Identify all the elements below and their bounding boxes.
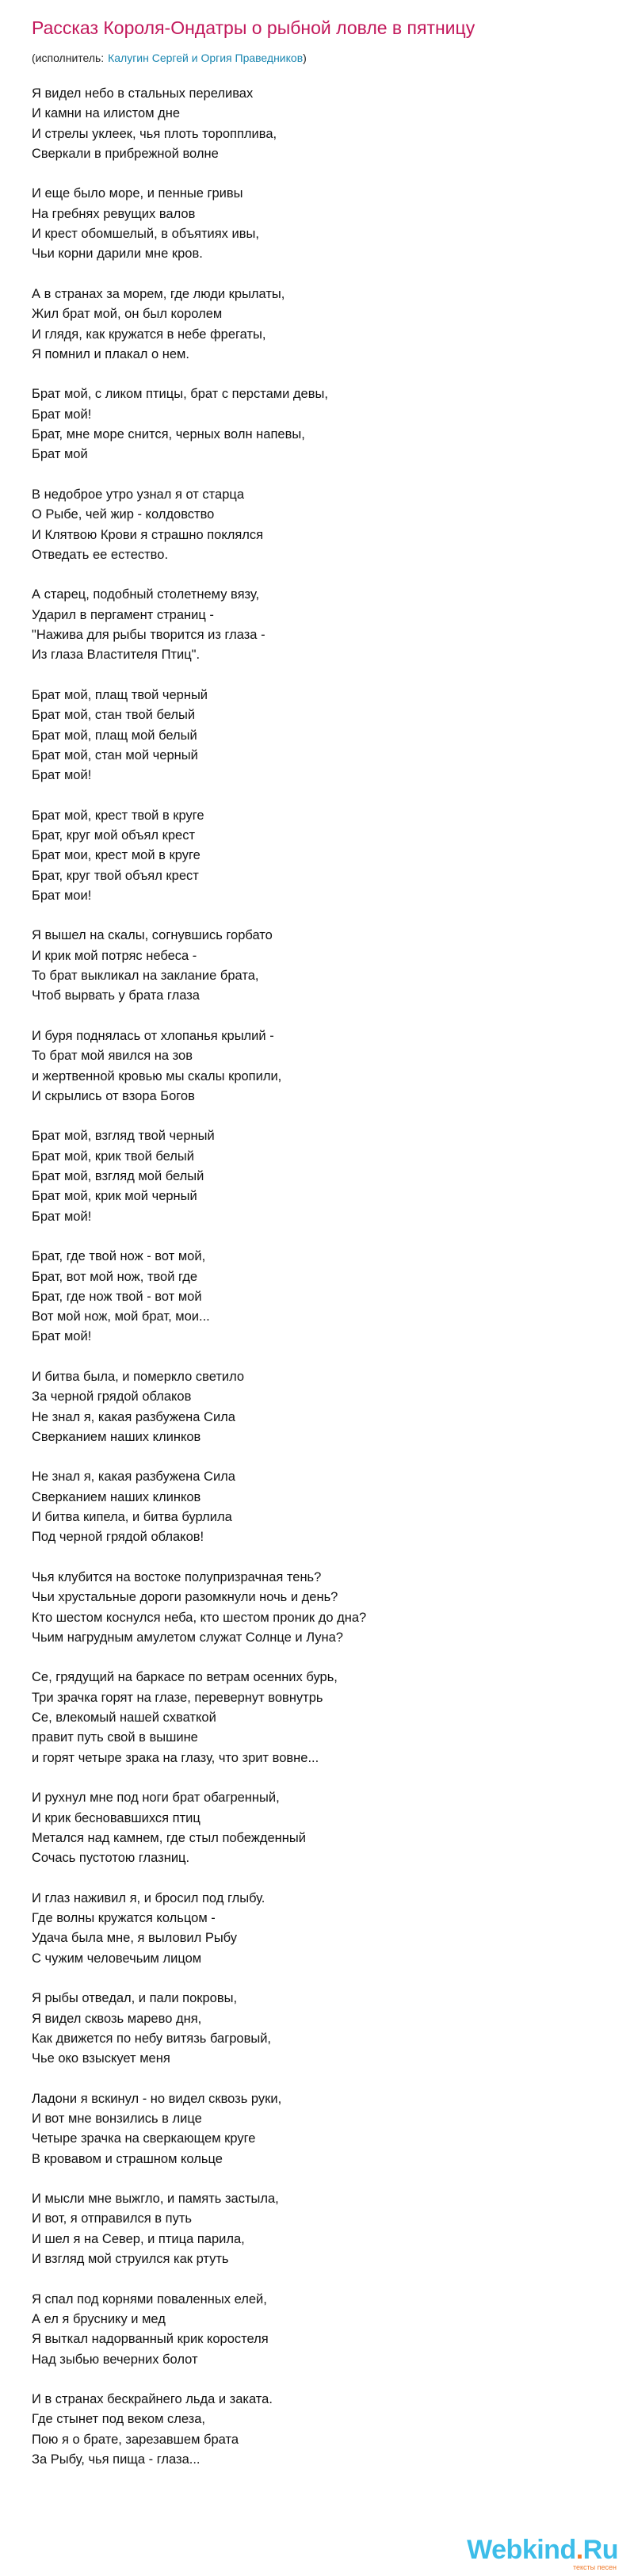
lyrics-line: Как движется по небу витязь багровый,: [32, 2031, 271, 2046]
lyrics-line: И глаз наживил я, и бросил под глыбу.: [32, 1890, 265, 1905]
lyrics-stanza: [32, 1367, 618, 1447]
lyrics-line: А старец, подобный столетнему вязу,: [32, 587, 260, 602]
lyrics-line: В недоброе утро узнал я от старца: [32, 487, 245, 502]
lyrics-line: и горят четыре зрака на глазу, что зрит вовне...: [32, 1750, 319, 1765]
lyrics-stanza: [32, 2189, 618, 2269]
lyrics-stanza: [32, 84, 618, 164]
lyrics-line: Метался над камнем, где стыл побежденный: [32, 1830, 306, 1845]
lyrics-line: Брат мой, взгляд мой белый: [32, 1169, 204, 1184]
watermark-subtitle: тексты песен: [572, 2563, 617, 2571]
lyrics-line: И скрылись от взора Богов: [32, 1088, 195, 1103]
lyrics-line: Брат мой, крик мой черный: [32, 1189, 197, 1204]
lyrics-line: Сверкали в прибрежной волне: [32, 146, 219, 161]
lyrics-line: И глядя, как кружатся в небе фрегаты,: [32, 327, 266, 342]
lyrics-line: Брат мой!: [32, 1329, 92, 1344]
lyrics-stanza: [32, 926, 618, 1006]
lyrics-stanza: [32, 1568, 618, 1648]
lyrics-stanza: [32, 1467, 618, 1547]
lyrics-line: Брат мой, стан твой белый: [32, 708, 196, 723]
lyrics-line: И крест обомшелый, в объятиях ивы,: [32, 227, 259, 242]
lyrics-line: Где волны кружатся кольцом -: [32, 1911, 216, 1926]
lyrics-line: Где стынет под веком слеза,: [32, 2412, 206, 2427]
lyrics-line: То брат мой явился на зов: [32, 1049, 193, 1064]
lyrics-line: С чужим человечьим лицом: [32, 1951, 202, 1966]
lyrics-stanza: [32, 384, 618, 464]
lyrics-line: Брат, круг мой объял крест: [32, 827, 196, 843]
lyrics-line: Удача была мне, я выловил Рыбу: [32, 1931, 238, 1946]
lyrics-line: Брат, вот мой нож, твой где: [32, 1269, 198, 1284]
lyrics-line: Се, грядущий на баркасе по ветрам осенних бурь,: [32, 1670, 338, 1685]
lyrics-line: Не знал я, какая разбужена Сила: [32, 1470, 235, 1485]
lyrics-line: Под черной грядой облаков!: [32, 1530, 204, 1545]
lyrics-stanza: [32, 2290, 618, 2370]
lyrics-stanza: [32, 485, 618, 565]
lyrics-line: Отведать ее естество.: [32, 547, 169, 562]
lyrics-line: Брат мой!: [32, 1209, 92, 1224]
lyrics-line: Я видел небо в стальных переливах: [32, 86, 254, 101]
lyrics-line: Не знал я, какая разбужена Сила: [32, 1409, 235, 1424]
lyrics-line: Брат мой, крик твой белый: [32, 1148, 194, 1164]
lyrics-line: Над зыбью вечерних болот: [32, 2352, 198, 2367]
lyrics-line: И вот, я отправился в путь: [32, 2211, 192, 2226]
lyrics-line: Брат мой, крест твой в круге: [32, 808, 204, 823]
lyrics-line: О Рыбе, чей жир - колдовство: [32, 507, 215, 522]
lyrics-line: Чье око взыскует меня: [32, 2051, 170, 2066]
lyrics-text: [32, 84, 618, 2490]
lyrics-line: Брат, где нож твой - вот мой: [32, 1289, 202, 1304]
lyrics-line: Вот мой нож, мой брат, мои...: [32, 1309, 210, 1324]
lyrics-line: Брат мои!: [32, 888, 92, 903]
performer-suffix: ): [303, 52, 307, 64]
lyrics-line: За Рыбу, чья пища - глаза...: [32, 2452, 201, 2467]
lyrics-line: Чьим нагрудным амулетом служат Солнце и Луна?: [32, 1630, 343, 1645]
lyrics-stanza: [32, 285, 618, 365]
lyrics-line: Ударил в пергамент страниц -: [32, 607, 214, 622]
lyrics-line: В кровавом и страшном кольце: [32, 2151, 223, 2166]
lyrics-stanza: [32, 1989, 618, 2069]
lyrics-stanza: [32, 1668, 618, 1768]
lyrics-line: И Клятвою Крови я страшно поклялся: [32, 527, 264, 542]
lyrics-line: Я выткал надорванный крик коростеля: [32, 2332, 269, 2347]
lyrics-line: "Нажива для рыбы творится из глаза -: [32, 628, 265, 643]
lyrics-line: Я рыбы отведал, и пали покровы,: [32, 1991, 238, 2006]
lyrics-line: И вот мне вонзились в лице: [32, 2111, 202, 2126]
lyrics-line: Кто шестом коснулся неба, кто шестом проник до дна?: [32, 1610, 367, 1625]
lyrics-line: Брат мой, плащ мой белый: [32, 728, 197, 743]
lyrics-line: И битва кипела, и битва бурлила: [32, 1510, 232, 1525]
lyrics-line: И шел я на Север, и птица парила,: [32, 2231, 245, 2246]
lyrics-line: Брат, круг твой объял крест: [32, 868, 199, 883]
lyrics-line: То брат выкликал на заклание брата,: [32, 969, 259, 984]
lyrics-line: И крик мой потряс небеса -: [32, 948, 197, 963]
lyrics-stanza: [32, 2089, 618, 2169]
lyrics-stanza: [32, 1889, 618, 1969]
lyrics-line: Сверканием наших клинков: [32, 1429, 201, 1444]
lyrics-stanza: [32, 1026, 618, 1106]
performer-prefix: (исполнитель:: [32, 52, 105, 64]
performer-link[interactable]: Калугин Сергей и Оргия Праведников: [108, 52, 304, 64]
lyrics-line: Я вышел на скалы, согнувшись горбато: [32, 928, 273, 943]
lyrics-stanza: [32, 184, 618, 264]
lyrics-line: Брат, где твой нож - вот мой,: [32, 1249, 206, 1264]
lyrics-line: Сочась пустотою глазниц.: [32, 1851, 190, 1866]
lyrics-line: Чьи хрустальные дороги разомкнули ночь и день?: [32, 1590, 338, 1605]
lyrics-stanza: [32, 806, 618, 906]
lyrics-line: Из глаза Властителя Птиц".: [32, 648, 201, 663]
lyrics-line: Я помнил и плакал о нем.: [32, 346, 189, 361]
lyrics-line: И буря поднялась от хлопанья крылий -: [32, 1028, 274, 1043]
lyrics-line: И битва была, и померкло светило: [32, 1370, 245, 1384]
lyrics-line: Ладони я вскинул - но видел сквозь руки,: [32, 2091, 282, 2106]
lyrics-line: Чья клубится на востоке полупризрачная тень?: [32, 1569, 322, 1584]
lyrics-line: А в странах за морем, где люди крылаты,: [32, 286, 285, 301]
lyrics-line: Я спал под корнями поваленных елей,: [32, 2291, 267, 2307]
lyrics-line: И камни на илистом дне: [32, 106, 181, 121]
performer-line: [32, 51, 618, 65]
lyrics-stanza: [32, 686, 618, 785]
lyrics-stanza: [32, 1788, 618, 1868]
lyrics-line: Се, влекомый нашей схваткой: [32, 1710, 216, 1726]
lyrics-line: Брат мой!: [32, 407, 92, 422]
lyrics-line: И мысли мне выжгло, и память застыла,: [32, 2192, 279, 2207]
lyrics-line: Сверканием наших клинков: [32, 1489, 201, 1504]
lyrics-stanza: [32, 1247, 618, 1347]
lyrics-stanza: [32, 1126, 618, 1226]
lyrics-line: Брат мой!: [32, 768, 92, 783]
lyrics-stanza: [32, 2390, 618, 2470]
lyrics-line: И крик бесновавшихся птиц: [32, 1810, 201, 1825]
lyrics-line: Пою я о брате, зарезавшем брата: [32, 2432, 239, 2447]
lyrics-stanza: [32, 585, 618, 665]
lyrics-line: Я видел сквозь марево дня,: [32, 2011, 202, 2026]
lyrics-line: и жертвенной кровью мы скалы кропили,: [32, 1068, 282, 1084]
lyrics-line: За черной грядой облаков: [32, 1389, 192, 1405]
watermark-brand: Webkind.Ru: [467, 2535, 618, 2565]
lyrics-line: Брат мой, стан мой черный: [32, 747, 198, 762]
lyrics-line: А ел я бруснику и мед: [32, 2311, 166, 2326]
lyrics-line: Брат мой: [32, 447, 88, 462]
lyrics-line: И в странах бескрайнего льда и заката.: [32, 2392, 273, 2407]
lyrics-line: правит путь свой в вышине: [32, 1730, 198, 1745]
lyrics-line: Брат мой, взгляд твой черный: [32, 1129, 215, 1144]
page-title: Рассказ Короля-Ондатры о рыбной ловле в пятницу: [32, 17, 476, 38]
lyrics-line: И стрелы уклеек, чья плоть торопплива,: [32, 126, 277, 141]
lyrics-line: И еще было море, и пенные гривы: [32, 186, 243, 201]
lyrics-line: И взгляд мой струился как ртуть: [32, 2252, 229, 2267]
lyrics-line: Четыре зрачка на сверкающем круге: [32, 2131, 256, 2146]
lyrics-line: Чтоб вырвать у брата глаза: [32, 988, 200, 1003]
lyrics-line: Чьи корни дарили мне кров.: [32, 247, 203, 262]
site-watermark-logo[interactable]: [467, 2536, 618, 2570]
lyrics-line: Три зрачка горят на глазе, перевернут вовнутрь: [32, 1690, 323, 1705]
lyrics-line: Брат мой, плащ твой черный: [32, 687, 208, 702]
lyrics-line: И рухнул мне под ноги брат обагренный,: [32, 1791, 280, 1806]
lyrics-line: Жил брат мой, он был королем: [32, 307, 223, 322]
lyrics-line: Брат мои, крест мой в круге: [32, 848, 201, 863]
lyrics-line: На гребнях ревущих валов: [32, 206, 196, 221]
lyrics-line: Брат, мне море снится, черных волн напевы,: [32, 427, 305, 442]
lyrics-line: Брат мой, с ликом птицы, брат с перстами девы,: [32, 387, 328, 402]
